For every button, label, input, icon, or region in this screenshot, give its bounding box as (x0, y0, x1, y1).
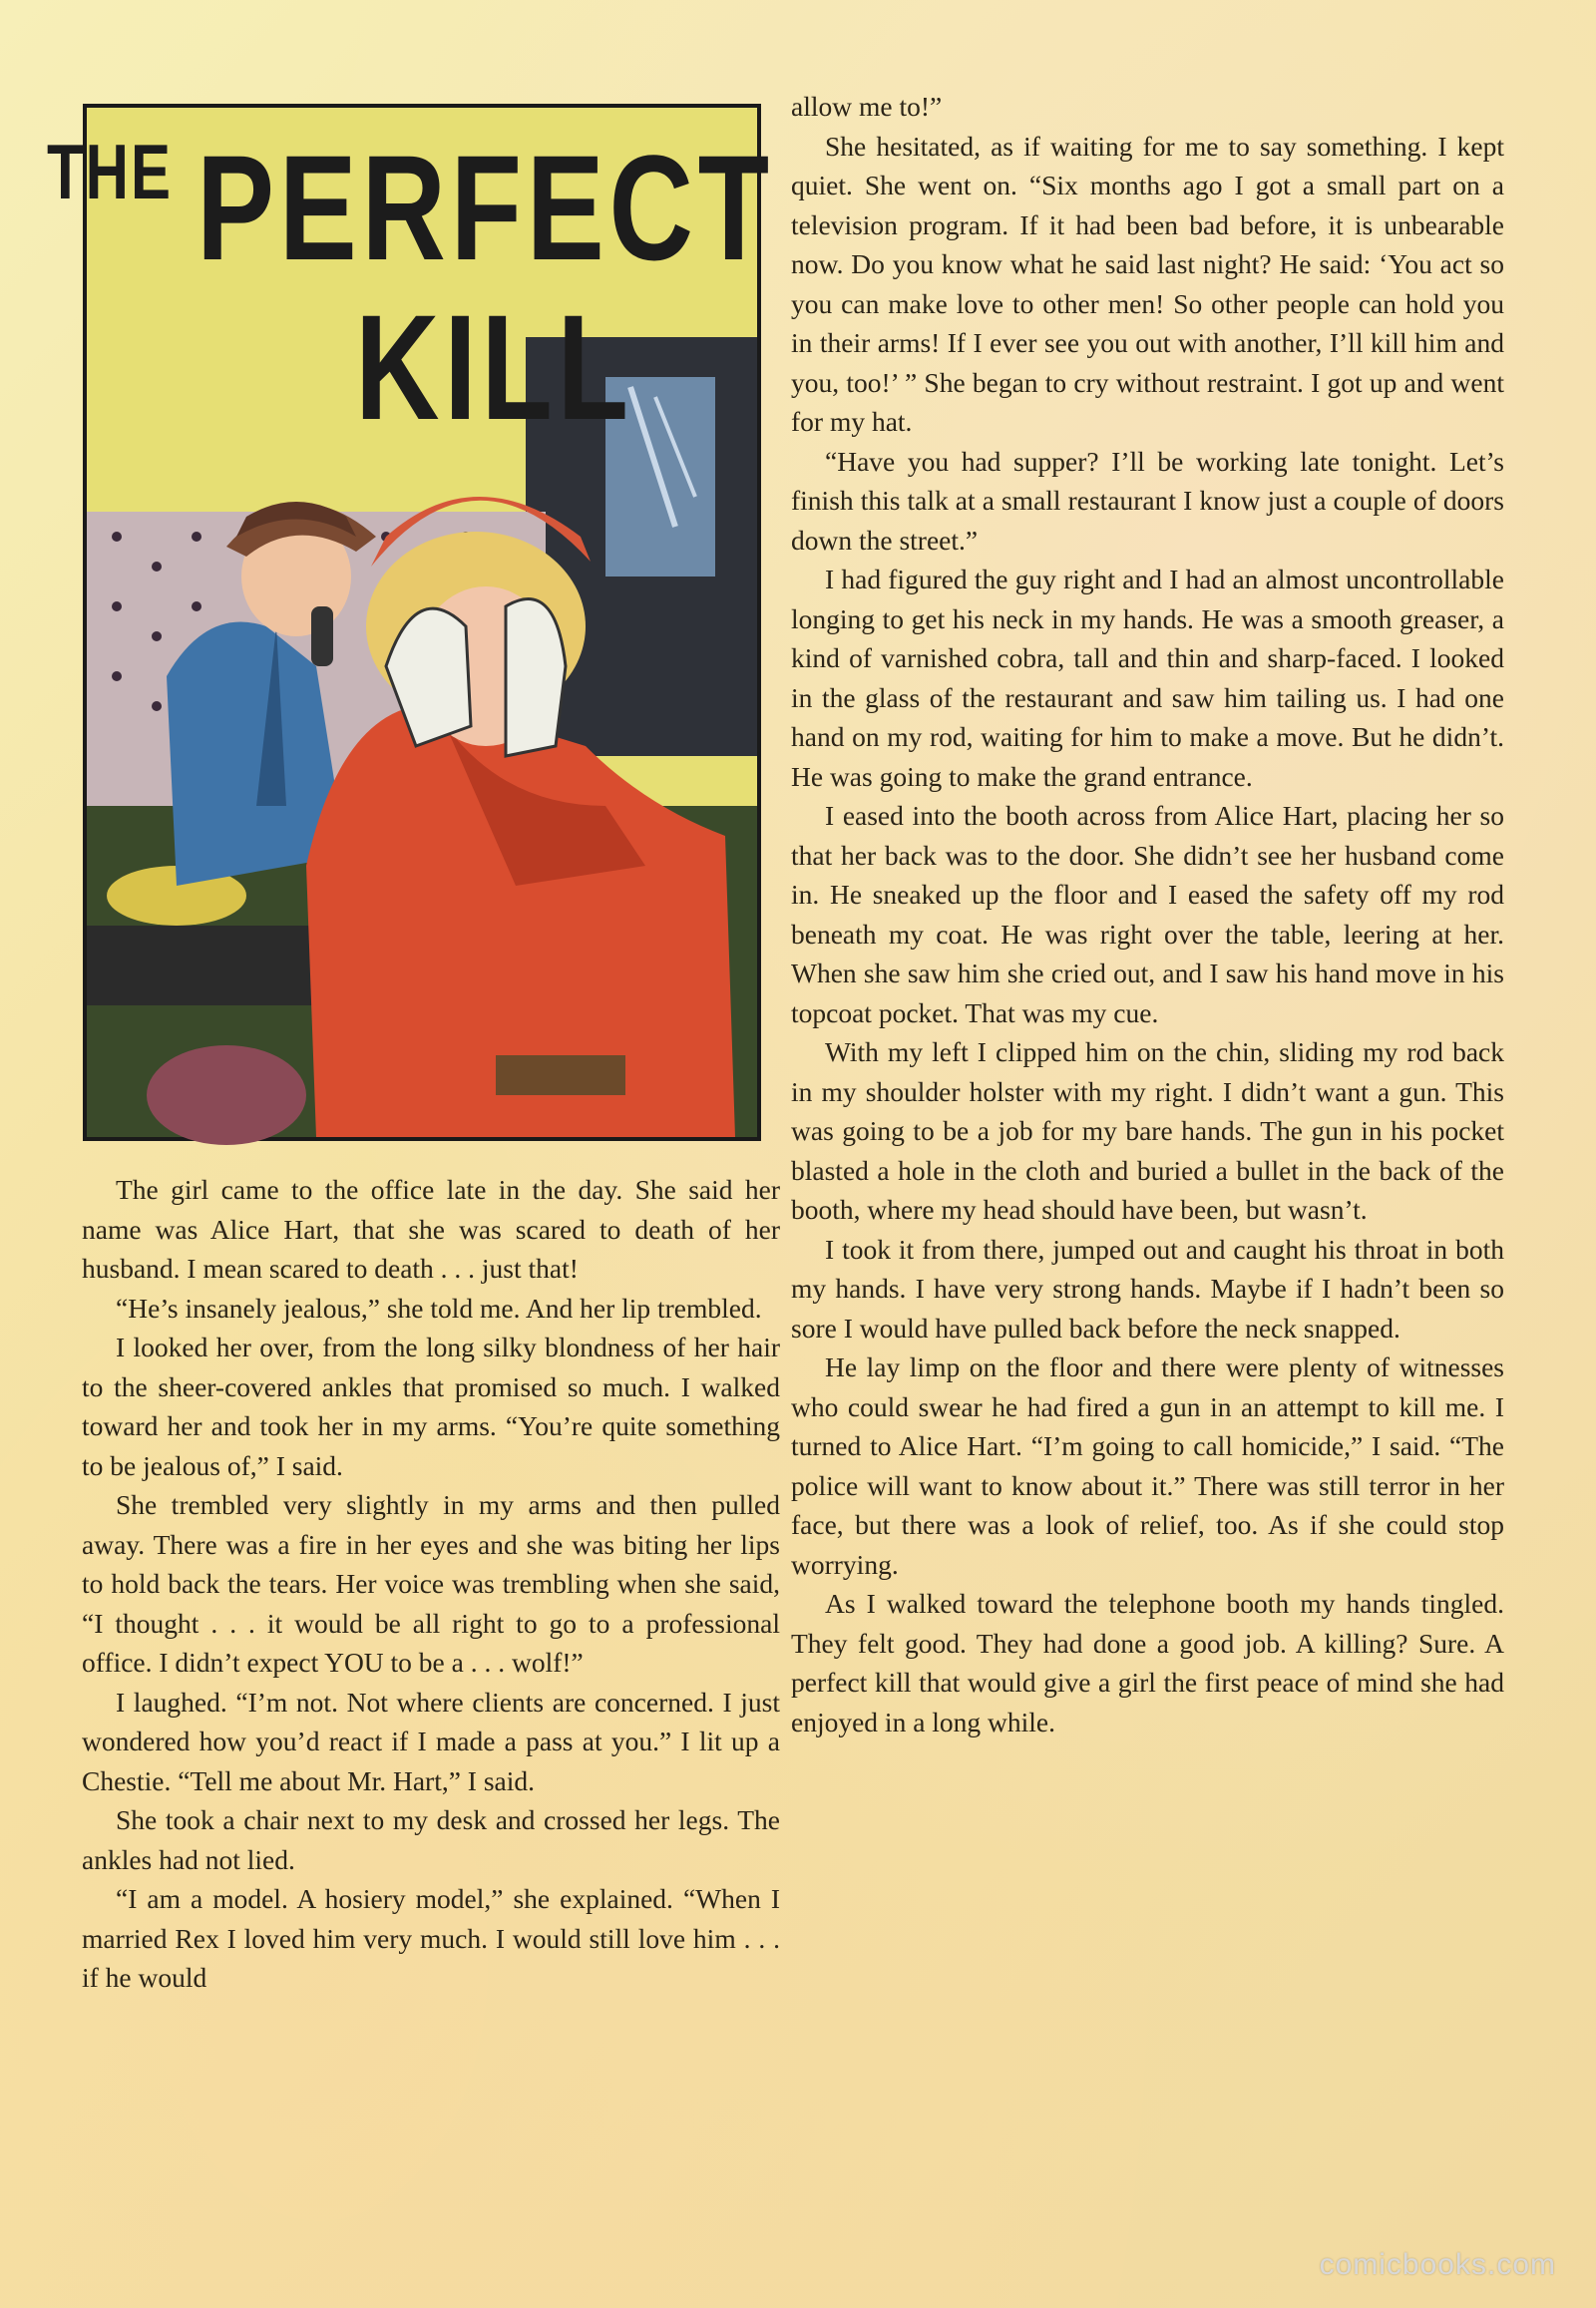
story-illustration-panel (47, 104, 774, 1141)
paragraph: The girl came to the office late in the day. She said her name was Alice Hart, that she was scared to death of her husband. I mean scared to death . . . just that! (82, 1174, 780, 1284)
title-the: THE (47, 128, 173, 216)
right-text-column (791, 87, 1504, 1741)
paragraph: I looked her over, from the long silky blondness of her hair to the sheer-covered ankles that promised so much. I walked toward her and took her in my arms. “You’re quite something to be jealous of,” I said. (82, 1332, 780, 1481)
left-text-column (82, 1170, 780, 1998)
story-title (197, 124, 774, 291)
paragraph: I had figured the guy right and I had an almost uncontrollable longing to get his neck in my hands. He was a smooth greaser, a kind of varnished cobra, tall and thin and sharp-faced. I looked in the glass of the restaurant and saw him tailing us. I had one hand on my rod, waiting for him to make a move. But he didn’t. He was going to make the grand entrance. (791, 564, 1504, 792)
paragraph: “Have you had supper? I’ll be working late tonight. Let’s finish this talk at a small restaurant I know just a couple of doors down the street.” (791, 445, 1504, 556)
paragraph: She trembled very slightly in my arms and then pulled away. There was a fire in her eyes and she was biting her lips to hold back the tears. Her voice was trembling when she said, “I thought . . . it would be all right to go to a professional office. I didn’t expect YOU to be a . . . wolf!” (82, 1489, 780, 1678)
site-watermark: comicbooks.com (1319, 2248, 1556, 2281)
paragraph: I took it from there, jumped out and caught his throat in both my hands. I have very strong hands. Maybe if I hadn’t been so sore I would have pulled back before the neck snapped. (791, 1233, 1504, 1344)
paragraph: She took a chair next to my desk and crossed her legs. The ankles had not lied. (82, 1804, 780, 1875)
title-line-kill-wrapper (276, 283, 712, 451)
paragraph: As I walked toward the telephone booth my hands tingled. They felt good. They had done a good job. A killing? Sure. A perfect kill that would give a girl the first peace of mind she had enjoyed in a long while. (791, 1588, 1504, 1737)
paragraph: I laughed. “I’m not. Not where clients are concerned. I just wondered how you’d react if I made a pass at you.” I lit up a Chestie. “Tell me about Mr. Hart,” I said. (82, 1686, 780, 1796)
title-line-kill: KILL (355, 283, 633, 451)
paragraph: “He’s insanely jealous,” she told me. And her lip trembled. (116, 1292, 762, 1324)
paragraph: He lay limp on the floor and there were plenty of witnesses who could swear he had fired a gun in an attempt to kill me. I turned to Alice Hart. “I’m going to call homicide,” I said. “The police will want to know about it.” There was still terror in her face, but there was a look of relief, too. As if she could stop worrying. (791, 1351, 1504, 1580)
paragraph: She hesitated, as if waiting for me to say something. I kept quiet. She went on. “Six months ago I got a small part on a television program. If it had been bad before, it is unbearable now. Do you know what he said last night? He said: ‘You act so you can make love to other men! So other people can hold you in their arms! If I ever see you out with another, I’ll kill him and you, too!’ ” She began to cry without restraint. I got up and went for my hat. (791, 130, 1504, 437)
title-line-perfect: PERFECT (197, 124, 774, 291)
paragraph: I eased into the booth across from Alice Hart, placing her so that her back was to the door. She didn’t see her husband come in. He sneaked up the floor and I eased the safety off my rod beneath my coat. He was right over the table, leering at her. When she saw him she cried out, and I saw his hand move in his topcoat pocket. That was my cue. (791, 800, 1504, 1028)
paragraph: With my left I clipped him on the chin, sliding my rod back in my shoulder holster with my right. I didn’t want a gun. This was going to be a job for my bare hands. The gun in his pocket blasted a hole in the cloth and buried a bullet in the back of the booth, where my head should have been, but wasn’t. (791, 1036, 1504, 1225)
paragraph-continued: allow me to!” (791, 91, 943, 122)
paragraph: “I am a model. A hosiery model,” she explained. “When I married Rex I loved him very much. I would still love him . . . if he would (82, 1883, 780, 1993)
